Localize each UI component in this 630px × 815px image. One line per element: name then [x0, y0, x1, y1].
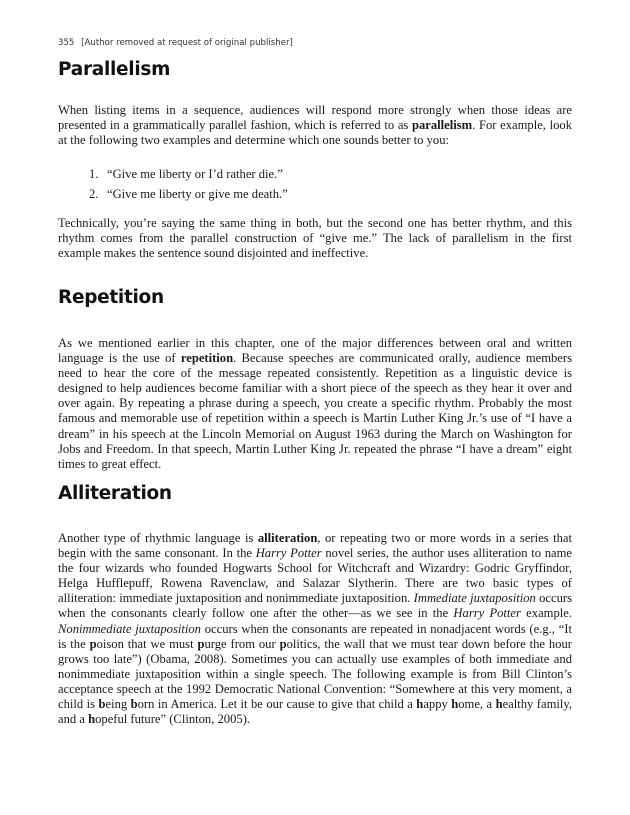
list-item-number: 1.	[89, 167, 99, 181]
example-list	[58, 167, 572, 207]
emphasis-bold: p	[89, 636, 97, 651]
paragraph-alliteration: Another type of rhythmic language is alliteration, or repeating two or more words in a series that begin with the same consonant. In the Harry Potter novel series, the author uses alliteration to name the four wizards who founded Hogwarts School for Witchcraft and Wizardry: Godric Gryffindor, Helga Hufflepuff, Rowena Ravenclaw, and Salazar Slytherin. There are two basic types of alliteration: immediate juxtaposition and nonimmediate juxtaposition. Immediate juxtaposition occurs when the consonants clearly follow one after the other—as we see in the Harry Potter example. Nonimmediate juxtaposition occurs when the consonants are repeated in nonadjacent words (e.g., “It is the poison that we must purge from our politics, the wall that we must tear down before the hour grows too late”) (Obama, 2008). Sometimes you can actually use examples of both immediate and nonimmediate juxtaposition within a single speech. The following example is from Bill Clinton’s acceptance speech at the 1992 Democratic National Convention: “Somewhere at this very moment, a child is being born in America. Let it be our cause to give that child a happy home, a healthy family, and a hopeful future” (Clinton, 2005).	[58, 531, 573, 727]
heading-alliteration: Alliteration	[58, 483, 172, 504]
running-title: [Author removed at request of original publisher]	[81, 38, 293, 48]
list-item-text: “Give me liberty or I’d rather die.”	[107, 167, 283, 181]
paragraph-repetition: As we mentioned earlier in this chapter, one of the major differences between oral and written language is the use of repetition. Because speeches are communicated orally, audience members need to hear the core of the message repeated consistently. Repetition as a linguistic device is designed to help audiences become familiar with a short piece of the speech as they hear it over and over again. By repeating a phrase during a speech, you create a specific rhythm. Probably the most famous and memorable use of repetition within a speech is Martin Luther King Jr.’s use of “I have a dream” in his speech at the Lincoln Memorial on August 1963 during the March on Washington for Jobs and Freedom. In that speech, Martin Luther King Jr. repeated the phrase “I have a dream” eight times to great effect.	[58, 336, 572, 471]
emphasis-bold: p	[279, 636, 287, 651]
emphasis-bold: h	[495, 697, 503, 712]
emphasis-bold: parallelism	[411, 118, 473, 133]
emphasis-bold: repetition	[180, 351, 234, 366]
emphasis-italic: Nonimmediate juxtaposition	[58, 621, 201, 636]
heading-repetition: Repetition	[58, 287, 164, 308]
emphasis-bold: b	[98, 697, 106, 712]
emphasis-bold: h	[88, 712, 96, 727]
paragraph-parallelism-explanation: Technically, you’re saying the same thing in both, but the second one has better rhythm, and this rhythm comes from the parallel construction of “give me.” The lack of parallelism in the first example makes the sentence sound disjointed and ineffective.	[58, 216, 572, 261]
emphasis-bold: p	[197, 636, 205, 651]
emphasis-italic: Harry Potter	[255, 546, 322, 561]
paragraph-parallelism-intro: When listing items in a sequence, audiences will respond more strongly when those ideas are presented in a grammatically parallel fashion, which is referred to as parallelism. For example, look at the following two examples and determine which one sounds better to you:	[58, 103, 572, 148]
heading-parallelism: Parallelism	[58, 59, 171, 80]
emphasis-bold: h	[416, 697, 424, 712]
list-item-text: “Give me liberty or give me death.”	[107, 187, 288, 201]
emphasis-italic: Harry Potter	[453, 606, 521, 621]
emphasis-italic: Immediate juxtaposition	[413, 591, 536, 606]
emphasis-bold: alliteration	[257, 531, 318, 545]
list-item-number: 2.	[89, 187, 99, 201]
running-header	[58, 38, 293, 48]
list-item	[58, 187, 572, 207]
emphasis-bold: h	[451, 697, 459, 712]
emphasis-bold: b	[130, 697, 138, 712]
page-number: 355	[58, 38, 75, 48]
list-item	[58, 167, 572, 187]
